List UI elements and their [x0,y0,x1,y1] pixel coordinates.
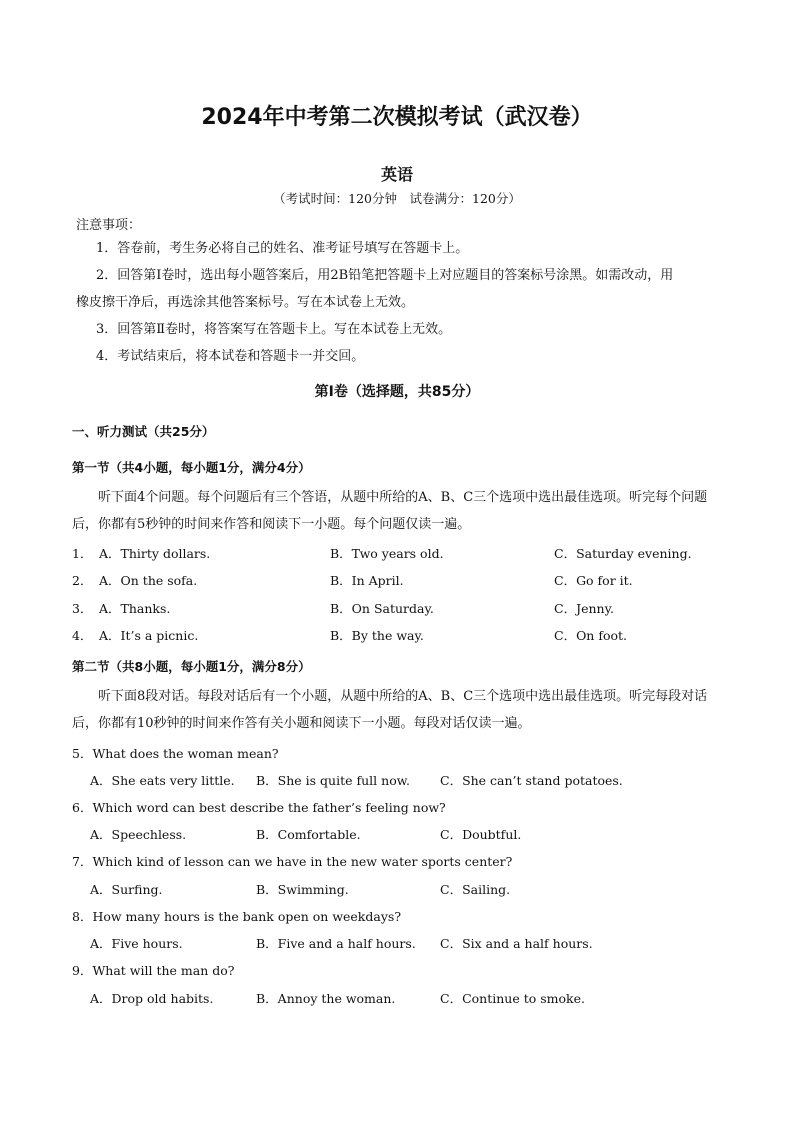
option-c: C．On foot. [554,628,628,643]
section-1-heading: 第一节（共4小题，每小题1分，满分4分） [72,460,311,475]
question-9-options [90,989,710,1007]
listening-heading: 一、听力测试（共25分） [72,424,215,439]
question-8-options [90,934,710,952]
option-b: B．Five and a half hours. [256,936,416,951]
option-c: C．Six and a half hours. [440,936,593,951]
question-1 [72,544,732,562]
option-b: B．On Saturday. [330,601,434,616]
question-5-options [90,771,710,789]
option-b: B．Annoy the woman. [256,991,396,1006]
option-c: C．Go for it. [554,573,633,588]
option-a: A．Drop old habits. [90,991,214,1006]
option-a: A．Five hours. [90,936,183,951]
note-2a: 2．回答第Ⅰ卷时，选出每小题答案后，用2B铅笔把答题卡上对应题目的答案标号涂黑。如需改动，用 [96,268,674,283]
subject-title: 英语 [380,165,413,184]
note-2b: 橡皮擦干净后，再选涂其他答案标号。写在本试卷上无效。 [76,295,415,310]
question-7-options [90,880,710,898]
question-3 [72,599,732,617]
question-number: 1． [72,546,93,561]
option-a: A．Surfing. [90,882,163,897]
question-4 [72,626,732,644]
question-6-options [90,825,710,843]
option-a: A．It’s a picnic. [99,628,199,643]
option-a: A．Thanks. [99,601,171,616]
note-4: 4．考试结束后，将本试卷和答题卡一并交回。 [96,349,365,364]
question-9: 9．What will the man do? [72,963,235,978]
option-b: B．By the way. [330,628,424,643]
option-c: C．Continue to smoke. [440,991,585,1006]
option-c: C．Jenny. [554,601,614,616]
option-a: A．Thirty dollars. [99,546,211,561]
note-1: 1．答卷前，考生务必将自己的姓名、准考证号填写在答题卡上。 [96,241,469,256]
option-a: A．She eats very little. [90,773,235,788]
question-number: 2． [72,573,93,588]
time-info: （考试时间：120分钟 试卷满分：120分） [273,191,521,206]
question-number: 3． [72,601,93,616]
option-b: B．Two years old. [330,546,444,561]
option-b: B．She is quite full now. [256,773,410,788]
option-b: B．Comfortable. [256,827,361,842]
exam-title: 2024年中考第二次模拟考试（武汉卷） [201,105,593,130]
question-2 [72,571,732,589]
option-c: C．She can’t stand potatoes. [440,773,623,788]
question-5: 5．What does the woman mean? [72,746,279,761]
option-b: B．In April. [330,573,404,588]
option-c: C．Sailing. [440,882,511,897]
part-1-title: 第Ⅰ卷（选择题，共85分） [314,384,480,400]
option-a: A．On the sofa. [99,573,198,588]
section-1-instructions: 听下面4个问题。每个问题后有三个答语，从题中所给的A、B、C三个选项中选出最佳选项。听完每个问题后，你都有5秒钟的时间来作答和阅读下一小题。每个问题仅读一遍。 [72,490,708,532]
question-number: 4． [72,628,93,643]
question-8: 8．How many hours is the bank open on weekdays? [72,909,402,924]
section-2-instructions: 听下面8段对话。每段对话后有一个小题，从题中所给的A、B、C三个选项中选出最佳选项。听完每段对话后，你都有10秒钟的时间来作答有关小题和阅读下一小题。每段对话仅读一遍。 [72,689,708,731]
option-b: B．Swimming. [256,882,349,897]
option-c: C．Doubtful. [440,827,522,842]
option-a: A．Speechless. [90,827,187,842]
option-c: C．Saturday evening. [554,546,692,561]
note-3: 3．回答第Ⅱ卷时，将答案写在答题卡上。写在本试卷上无效。 [96,322,452,337]
section-2-heading: 第二节（共8小题，每小题1分，满分8分） [72,659,311,674]
question-6: 6．Which word can best describe the father’s feeling now? [72,800,446,815]
question-7: 7．Which kind of lesson can we have in the new water sports center? [72,854,513,869]
notes-label: 注意事项： [76,218,142,233]
